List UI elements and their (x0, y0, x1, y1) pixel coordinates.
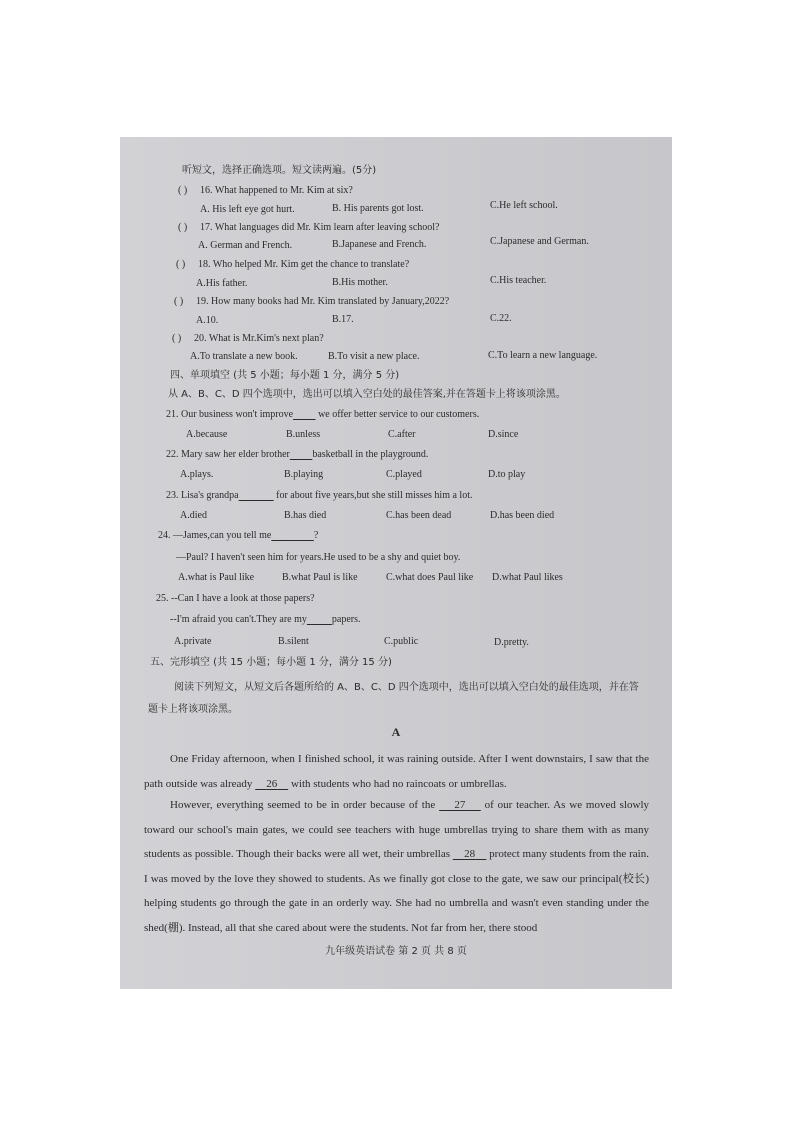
q19-option-a: A.10. (196, 315, 219, 326)
passage-paragraph-1: One Friday afternoon, when I finished school, it was raining outside. After I went downstairs, I saw that the path outside was already 26 with students who had no raincoats or umbrellas. (144, 753, 649, 790)
question-19: ( ) 19. How many books had Mr. Kim translated by January,2022? (174, 296, 450, 307)
question-23: 23. Lisa's grandpa for about five years,but she still misses him a lot. (166, 490, 473, 501)
q22-option-c: C.played (386, 469, 422, 480)
q23-option-b: B.has died (284, 510, 327, 521)
q23-option-a: A.died (180, 510, 207, 521)
listening-instruction: 听短文，选择正确选项。短文读两遍。(5分) (182, 165, 377, 176)
q17-option-c: C.Japanese and German. (490, 236, 589, 247)
q24-option-c: C.what does Paul like (386, 572, 474, 583)
q18-option-c: C.His teacher. (490, 275, 547, 286)
q22-option-a: A.plays. (180, 469, 214, 480)
q19-option-b: B.17. (332, 314, 354, 325)
q17-option-b: B.Japanese and French. (332, 239, 427, 250)
q20-option-b: B.To visit a new place. (328, 351, 420, 362)
question-21: 21. Our business won't improve we offer better service to our customers. (166, 409, 480, 420)
section-4-instruction: 从 A、B、C、D 四个选项中，选出可以填入空白处的最佳答案,并在答题卡上将该项涂黑。 (168, 389, 566, 400)
q21-option-d: D.since (488, 429, 519, 440)
blank-23 (239, 490, 274, 502)
q16-option-c: C.He left school. (490, 200, 558, 211)
blank-27: 27 (454, 799, 466, 811)
q24-option-b: B.what Paul is like (282, 572, 358, 583)
q25-option-c: C.public (384, 636, 419, 647)
blank-22 (290, 449, 313, 461)
question-20: ( ) 20. What is Mr.Kim's next plan? (172, 333, 324, 344)
q25-option-d: D.pretty. (494, 637, 529, 648)
question-25-reply: --I'm afraid you can't.They are my papers. (170, 614, 361, 625)
blank-24 (271, 530, 314, 542)
question-25: 25. --Can I have a look at those papers? (156, 593, 315, 604)
blank-26: 26 (266, 777, 278, 790)
q22-option-d: D.to play (488, 469, 526, 480)
exam-page (120, 137, 672, 989)
question-24: 24. —James,can you tell me ? (158, 530, 319, 541)
question-18: ( ) 18. Who helped Mr. Kim get the chance to translate? (176, 259, 410, 270)
blank-25 (307, 614, 332, 626)
blank-21 (293, 409, 316, 421)
passage-label: A (391, 725, 401, 739)
q24-option-d: D.what Paul likes (492, 572, 563, 583)
q20-option-a: A.To translate a new book. (190, 351, 298, 362)
question-22: 22. Mary saw her elder brother basketball in the playground. (166, 449, 429, 460)
q21-option-b: B.unless (286, 429, 321, 440)
q18-option-b: B.His mother. (332, 277, 388, 288)
section-4-title: 四、单项填空 (共 5 小题；每小题 1 分，满分 5 分) (170, 370, 400, 381)
q23-option-d: D.has been died (490, 510, 555, 521)
q24-option-a: A.what is Paul like (178, 572, 255, 583)
question-17: ( ) 17. What languages did Mr. Kim learn after leaving school? (178, 222, 440, 233)
q21-option-a: A.because (186, 429, 228, 440)
q23-option-c: C.has been dead (386, 510, 452, 521)
q16-option-b: B. His parents got lost. (332, 203, 424, 214)
blank-28: 28 (464, 848, 476, 860)
section-5-instruction: 阅读下列短文，从短文后各题所给的 A、B、C、D 四个选项中，选出可以填入空白处的最佳选项，并在答题卡上将该项涂黑。 (148, 682, 639, 715)
q16-option-a: A. His left eye got hurt. (200, 204, 295, 215)
q17-option-a: A. German and French. (198, 240, 293, 251)
q21-option-c: C.after (388, 429, 416, 440)
q20-option-c: C.To learn a new language. (488, 350, 598, 361)
q25-option-b: B.silent (278, 636, 309, 647)
passage-paragraph-2: However, everything seemed to be in order because of the 27 of our teacher. As we moved slowly toward our school's main gates, we could see teachers with huge umbrellas trying to share them with as many students as possible. Though their backs were all wet, their umbrellas 28 protect many students from the rain. I was moved by the love they showed to students. As we finally got close to the gate, we saw our principal(校长) helping students go through the gate in an orderly way. She had no umbrella and wasn't even standing under the shed(棚). Instead, all that she cared about were the students. Not far from her, there stood (144, 799, 650, 934)
q18-option-a: A.His father. (196, 278, 248, 289)
section-5-title: 五、完形填空 (共 15 小题；每小题 1 分，满分 15 分) (150, 657, 392, 668)
q19-option-c: C.22. (490, 313, 512, 324)
question-16: ( ) 16. What happened to Mr. Kim at six? (178, 185, 353, 196)
question-24-reply: —Paul? I haven't seen him for years.He used to be a shy and quiet boy. (176, 552, 461, 563)
q25-option-a: A.private (174, 636, 212, 647)
q22-option-b: B.playing (284, 469, 324, 480)
page-footer: 九年级英语试卷 第 2 页 共 8 页 (325, 946, 467, 957)
